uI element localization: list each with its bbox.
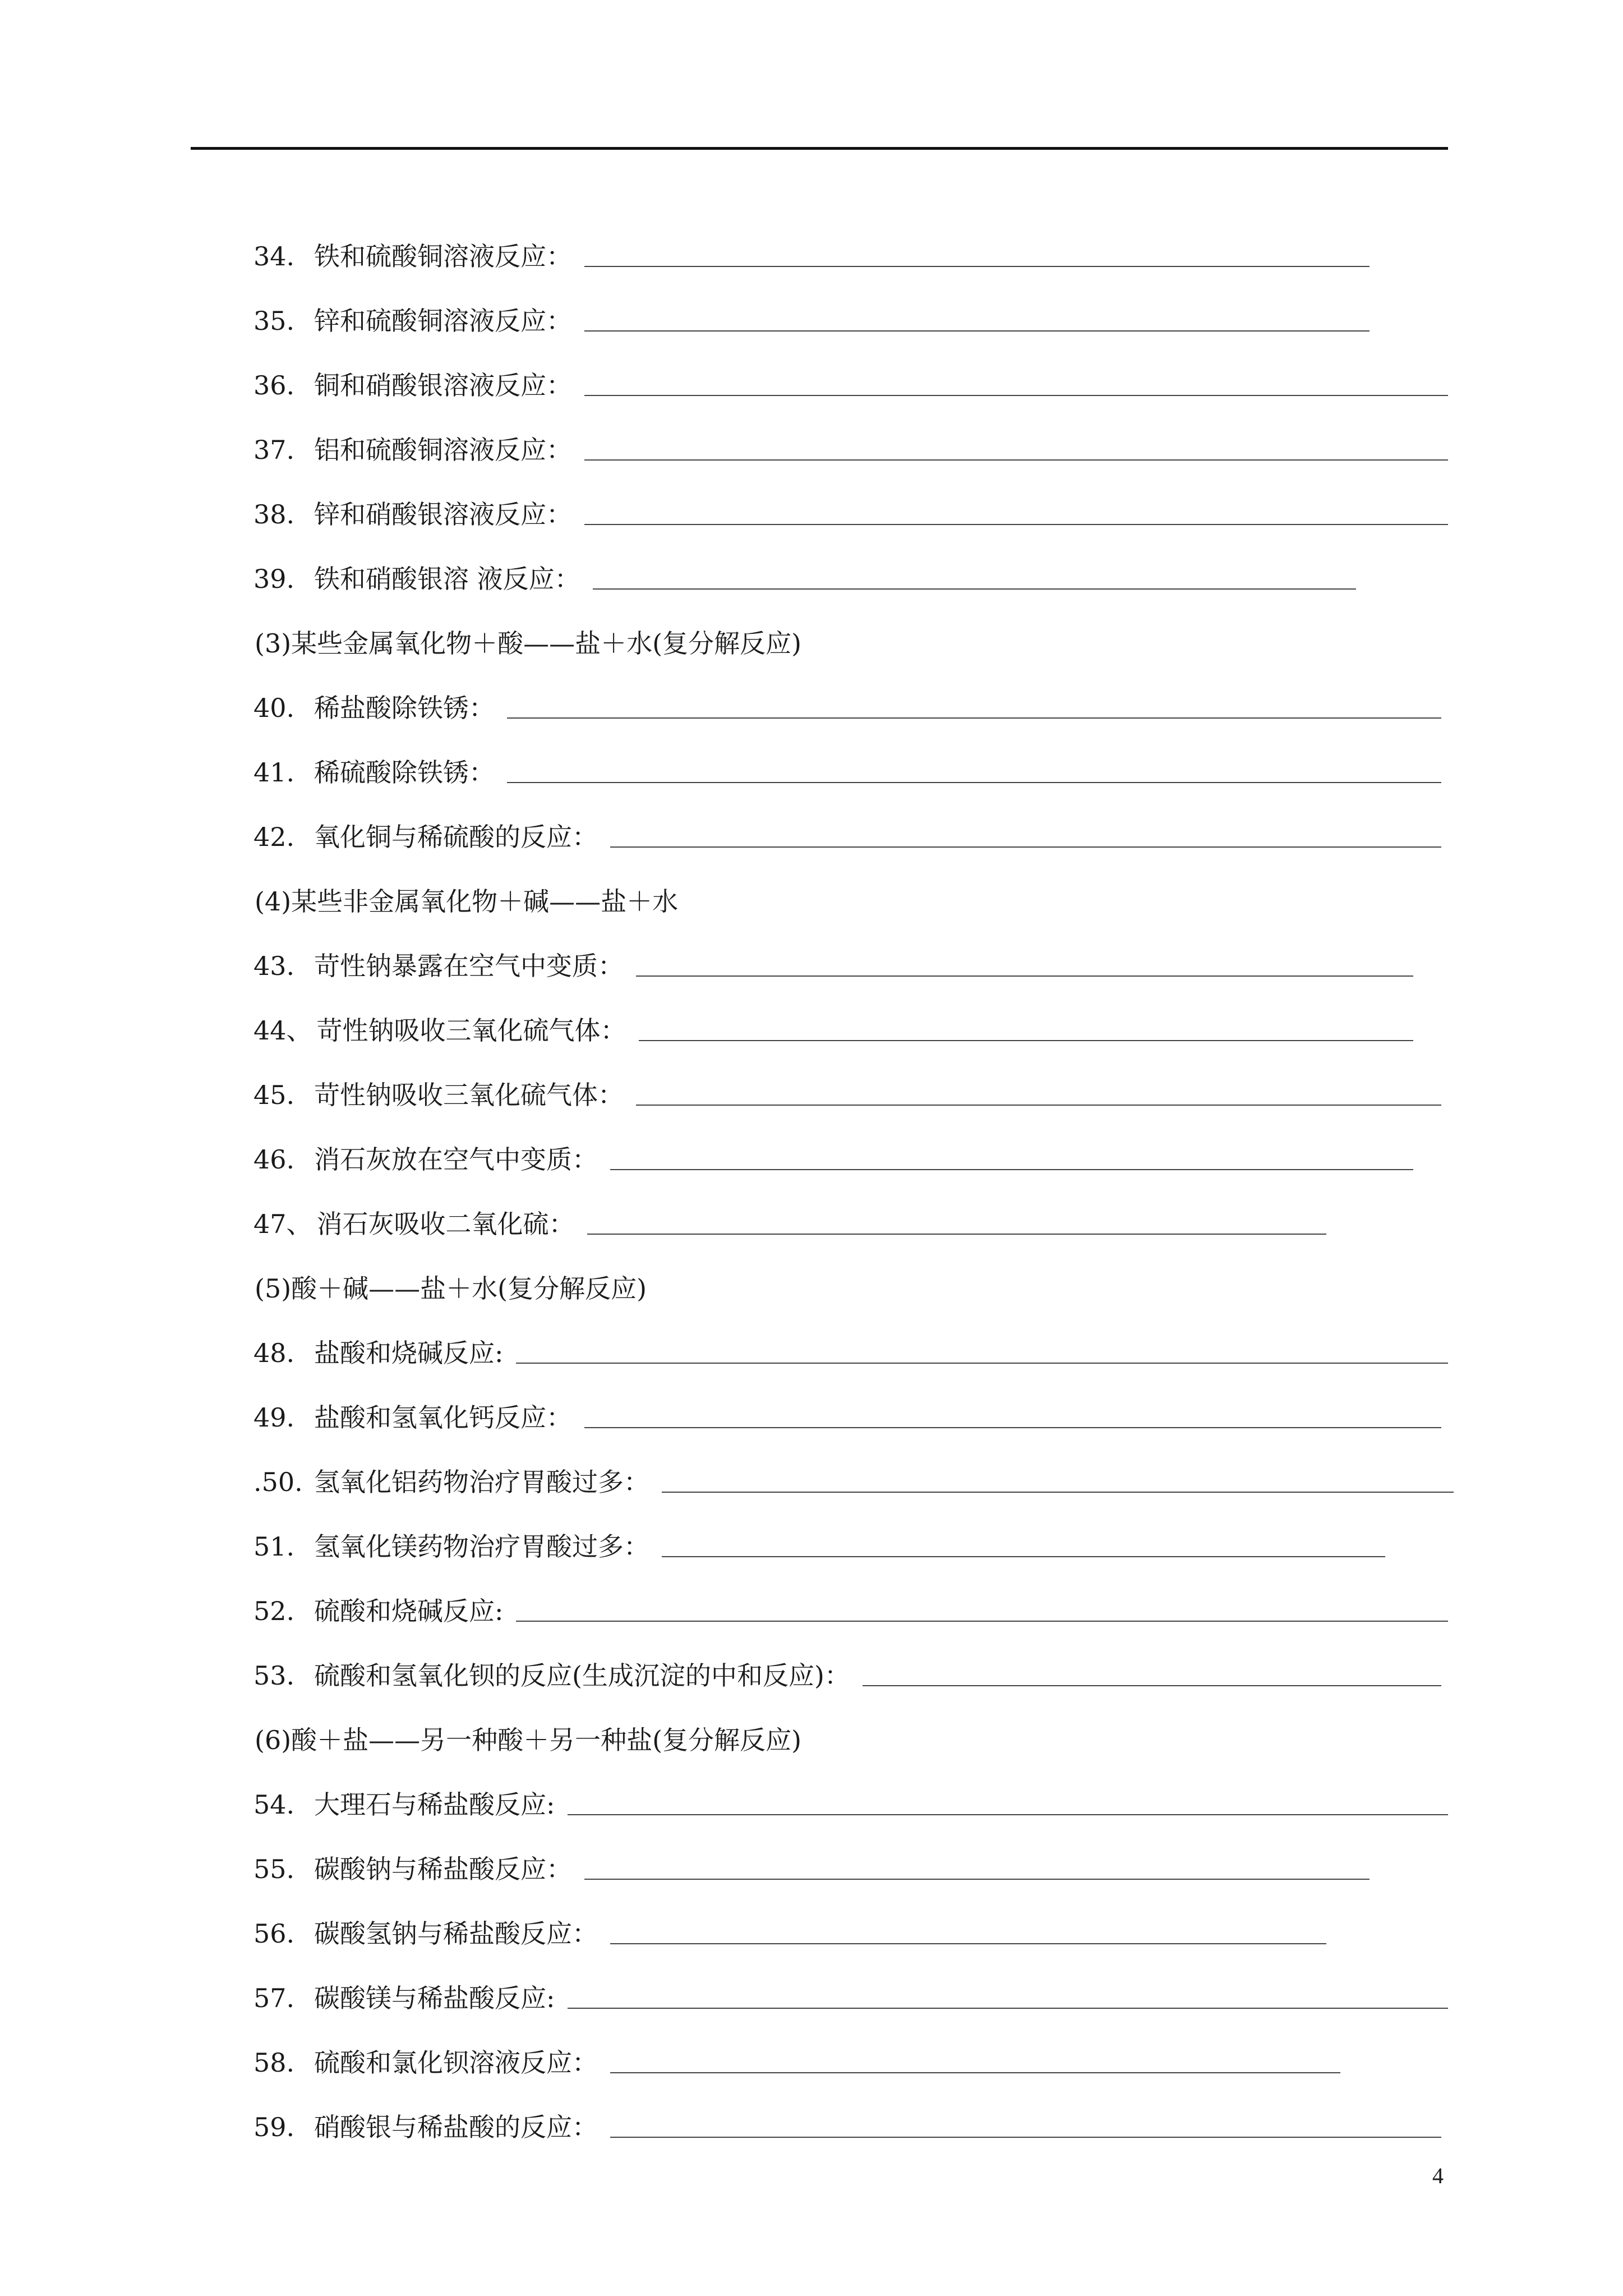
- item-number: 37.: [253, 435, 295, 465]
- section-heading: [253, 1237, 1459, 1304]
- item-number: 51.: [253, 1531, 295, 1562]
- item-prompt: 苛性钠吸收三氧化硫气体：: [316, 1015, 626, 1046]
- item-prompt: 盐酸和烧碱反应:: [314, 1338, 504, 1368]
- exercise-item: [253, 398, 1459, 463]
- exercise-item: [253, 463, 1459, 530]
- item-prompt: 氧化铜与稀硫酸的反应：: [314, 822, 598, 852]
- item-prompt: 氢氧化镁药物治疗胃酸过多：: [314, 1531, 649, 1562]
- item-prompt: 苛性钠暴露在空气中变质：: [314, 951, 624, 981]
- item-number: 42.: [253, 822, 295, 852]
- item-prompt: 硫酸和氯化钡溶液反应：: [314, 2047, 598, 2078]
- item-prompt: 苛性钠吸收三氧化硫气体：: [314, 1080, 624, 1110]
- item-prompt: 锌和硝酸银溶液反应：: [314, 499, 572, 530]
- answer-blank[interactable]: [610, 1169, 1413, 1170]
- exercise-item: [253, 2076, 1459, 2140]
- exercise-item: [253, 1430, 1459, 1495]
- answer-blank[interactable]: [584, 330, 1370, 332]
- exercise-item: [253, 334, 1459, 401]
- item-number: 38.: [253, 499, 295, 530]
- item-number: 58.: [253, 2047, 295, 2078]
- item-number: 52.: [253, 1596, 295, 1626]
- section-heading-text: (4)某些非金属氧化物＋碱——盐＋水: [255, 886, 679, 917]
- item-number: 35.: [253, 306, 295, 336]
- item-prompt: 铝和硫酸铜溶液反应：: [314, 435, 572, 465]
- item-prompt: 铁和硝酸银溶 液反应：: [314, 564, 580, 594]
- answer-blank[interactable]: [584, 459, 1448, 461]
- exercise-item: [253, 205, 1459, 272]
- header-rule: [191, 147, 1448, 150]
- exercise-item: [253, 979, 1459, 1046]
- answer-blank[interactable]: [639, 1040, 1413, 1041]
- answer-blank[interactable]: [584, 1427, 1441, 1428]
- item-number: 44、: [253, 1015, 312, 1046]
- item-prompt: 碳酸氢钠与稀盐酸反应：: [314, 1918, 598, 1949]
- item-number: 47、: [253, 1209, 312, 1239]
- item-prompt: 碳酸镁与稀盐酸反应:: [314, 1983, 555, 2013]
- answer-blank[interactable]: [584, 524, 1448, 525]
- section-heading: [253, 1688, 1459, 1753]
- item-prompt: 铜和硝酸银溶液反应：: [314, 370, 572, 401]
- exercise-item: [253, 1624, 1459, 1691]
- answer-blank[interactable]: [507, 782, 1441, 783]
- answer-blank[interactable]: [662, 1556, 1385, 1557]
- exercise-item: [253, 1043, 1459, 1108]
- exercise-item: [253, 1495, 1459, 1562]
- item-prompt: 铁和硫酸铜溶液反应：: [314, 241, 572, 272]
- section-heading-text: (6)酸＋盐——另一种酸＋另一种盐(复分解反应): [255, 1725, 802, 1755]
- item-number: 40.: [253, 693, 295, 723]
- item-number: 36.: [253, 370, 295, 401]
- item-number: 48.: [253, 1338, 295, 1368]
- section-heading: [253, 850, 1459, 917]
- answer-blank[interactable]: [863, 1685, 1441, 1686]
- exercise-item: [253, 1818, 1459, 1882]
- exercise-item: [253, 785, 1459, 850]
- item-number: .50.: [253, 1467, 303, 1497]
- answer-blank[interactable]: [507, 717, 1441, 719]
- item-prompt: 大理石与稀盐酸反应:: [314, 1789, 555, 1820]
- exercise-item: [253, 1882, 1459, 1947]
- section-heading-text: (3)某些金属氧化物＋酸——盐＋水(复分解反应): [255, 628, 802, 659]
- exercise-item: [253, 656, 1459, 721]
- page-number: 4: [1432, 2163, 1444, 2188]
- exercise-item: [253, 527, 1459, 592]
- answer-blank[interactable]: [584, 266, 1370, 267]
- item-prompt: 硝酸银与稀盐酸的反应：: [314, 2112, 598, 2142]
- exercise-item: [253, 721, 1459, 788]
- answer-blank[interactable]: [587, 1234, 1326, 1235]
- exercise-item: [253, 1301, 1459, 1366]
- exercise-item: [253, 269, 1459, 334]
- item-number: 59.: [253, 2112, 295, 2142]
- answer-blank[interactable]: [584, 395, 1448, 396]
- answer-blank[interactable]: [636, 1105, 1441, 1106]
- item-number: 43.: [253, 951, 295, 981]
- answer-blank[interactable]: [584, 1879, 1370, 1880]
- item-number: 55.: [253, 1854, 295, 1884]
- exercise-item: [253, 1753, 1459, 1818]
- answer-blank[interactable]: [662, 1492, 1454, 1493]
- item-number: 57.: [253, 1983, 295, 2013]
- item-prompt: 盐酸和氢氧化钙反应：: [314, 1402, 572, 1433]
- exercise-item: [253, 1947, 1459, 2011]
- item-prompt: 硫酸和氢氧化钡的反应(生成沉淀的中和反应)：: [314, 1660, 850, 1691]
- answer-blank[interactable]: [593, 588, 1356, 590]
- section-heading-text: (5)酸＋碱——盐＋水(复分解反应): [255, 1273, 647, 1304]
- exercise-item: [253, 2011, 1459, 2076]
- item-prompt: 碳酸钠与稀盐酸反应：: [314, 1854, 572, 1884]
- item-prompt: 消石灰吸收二氧化硫：: [316, 1209, 575, 1239]
- item-number: 46.: [253, 1144, 295, 1175]
- item-prompt: 锌和硫酸铜溶液反应：: [314, 306, 572, 336]
- item-number: 45.: [253, 1080, 295, 1110]
- exercise-item: [253, 1559, 1459, 1624]
- item-prompt: 稀盐酸除铁锈：: [314, 693, 495, 723]
- answer-blank[interactable]: [516, 1621, 1449, 1622]
- answer-blank[interactable]: [516, 1363, 1449, 1364]
- answer-blank[interactable]: [610, 2137, 1441, 2138]
- exercise-item: [253, 1172, 1459, 1237]
- item-prompt: 硫酸和烧碱反应:: [314, 1596, 504, 1626]
- item-number: 39.: [253, 564, 295, 594]
- exercise-item: [253, 914, 1459, 979]
- section-heading: [253, 592, 1459, 659]
- item-prompt: 消石灰放在空气中变质：: [314, 1144, 598, 1175]
- item-prompt: 稀硫酸除铁锈：: [314, 757, 495, 788]
- item-number: 56.: [253, 1918, 295, 1949]
- item-prompt: 氢氧化铝药物治疗胃酸过多：: [314, 1467, 649, 1497]
- item-number: 54.: [253, 1789, 295, 1820]
- item-number: 49.: [253, 1402, 295, 1433]
- item-number: 53.: [253, 1660, 295, 1691]
- item-number: 34.: [253, 241, 295, 272]
- item-number: 41.: [253, 757, 295, 788]
- exercise-list: [253, 205, 1459, 2140]
- exercise-item: [253, 1366, 1459, 1433]
- exercise-item: [253, 1108, 1459, 1175]
- answer-blank[interactable]: [610, 2072, 1340, 2073]
- answer-blank[interactable]: [610, 1943, 1326, 1944]
- answer-blank[interactable]: [568, 1814, 1449, 1815]
- answer-blank[interactable]: [568, 2008, 1449, 2009]
- answer-blank[interactable]: [610, 846, 1441, 848]
- answer-blank[interactable]: [636, 976, 1413, 977]
